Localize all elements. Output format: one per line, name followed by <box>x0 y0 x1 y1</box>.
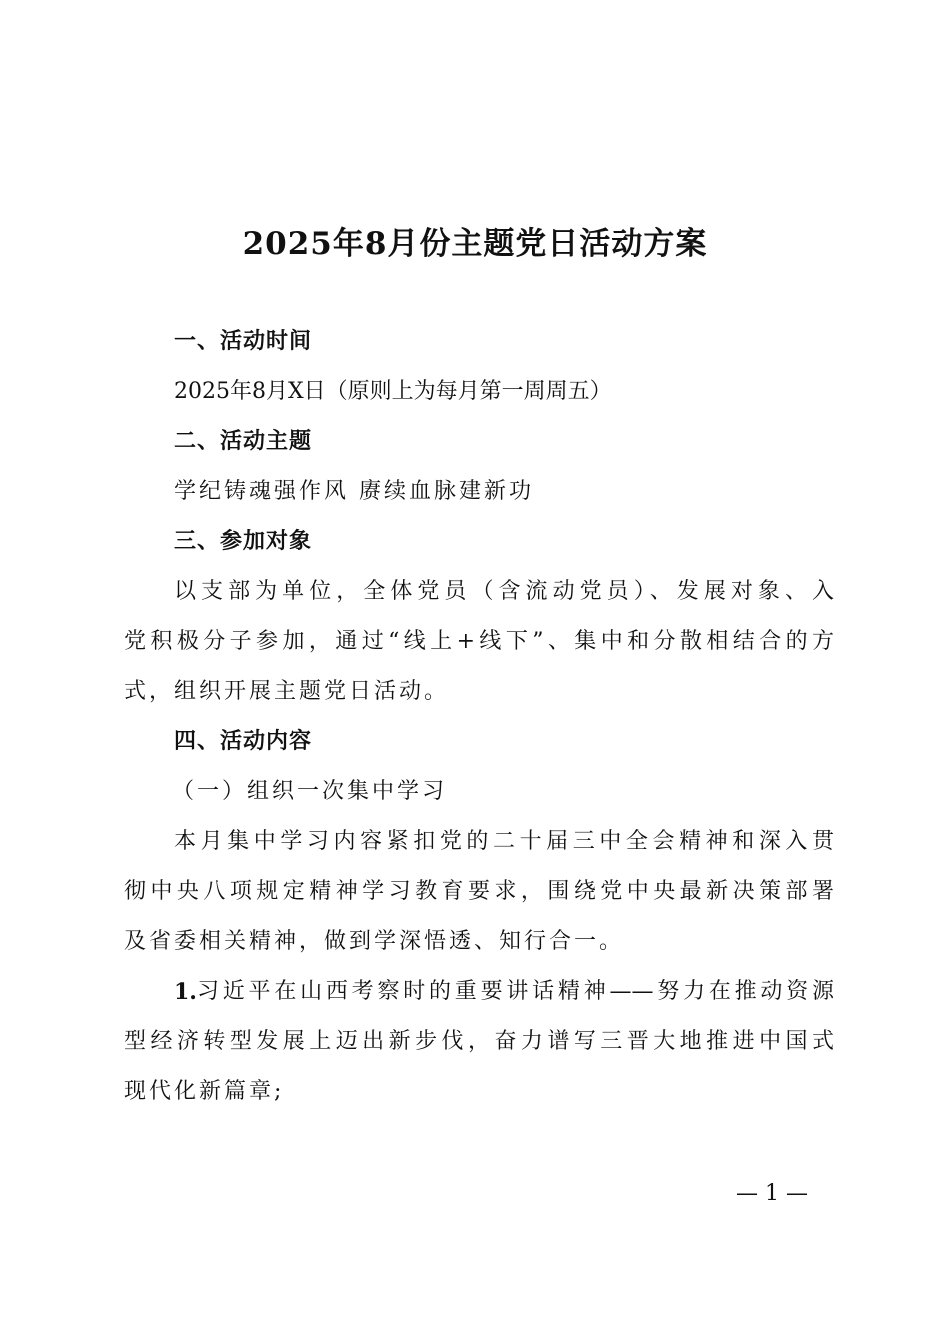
study-paragraph-line-1: 本月集中学习内容紧扣党的二十届三中全会精神和深入贯 <box>174 829 834 854</box>
document-title: 2025年8月份主题党日活动方案 <box>242 226 708 262</box>
section-heading-time: 一、活动时间 <box>174 329 313 354</box>
participants-paragraph-line-1: 以支部为单位，全体党员（含流动党员）、发展对象、入 <box>174 579 834 604</box>
item-1-text-line-1: 习近平在山西考察时的重要讲话精神——努力在推动资源 <box>196 979 834 1004</box>
page-number: — 1 — <box>736 1181 808 1206</box>
section-heading-participants: 三、参加对象 <box>174 529 313 554</box>
sub-heading-concentrated-study: （一）组织一次集中学习 <box>172 779 448 804</box>
activity-theme-text: 学纪铸魂强作风 赓续血脉建新功 <box>174 479 534 504</box>
section-heading-theme: 二、活动主题 <box>174 429 313 454</box>
section-heading-content: 四、活动内容 <box>174 729 313 754</box>
study-paragraph-line-3: 及省委相关精神，做到学深悟透、知行合一。 <box>124 929 625 954</box>
item-1-line-2: 型经济转型发展上迈出新步伐，奋力谱写三晋大地推进中国式 <box>124 1029 834 1054</box>
activity-time-text: 2025年8月X日（原则上为每月第一周周五） <box>174 379 612 404</box>
item-1-line-3: 现代化新篇章; <box>124 1079 285 1104</box>
participants-paragraph-line-2: 党积极分子参加，通过“线上+线下”、集中和分散相结合的方 <box>124 629 834 654</box>
participants-paragraph-line-3: 式，组织开展主题党日活动。 <box>124 679 450 704</box>
study-paragraph-line-2: 彻中央八项规定精神学习教育要求，围绕党中央最新决策部署 <box>124 879 834 904</box>
item-1-line-1 <box>174 976 834 1008</box>
item-1-number: 1. <box>174 979 197 1005</box>
